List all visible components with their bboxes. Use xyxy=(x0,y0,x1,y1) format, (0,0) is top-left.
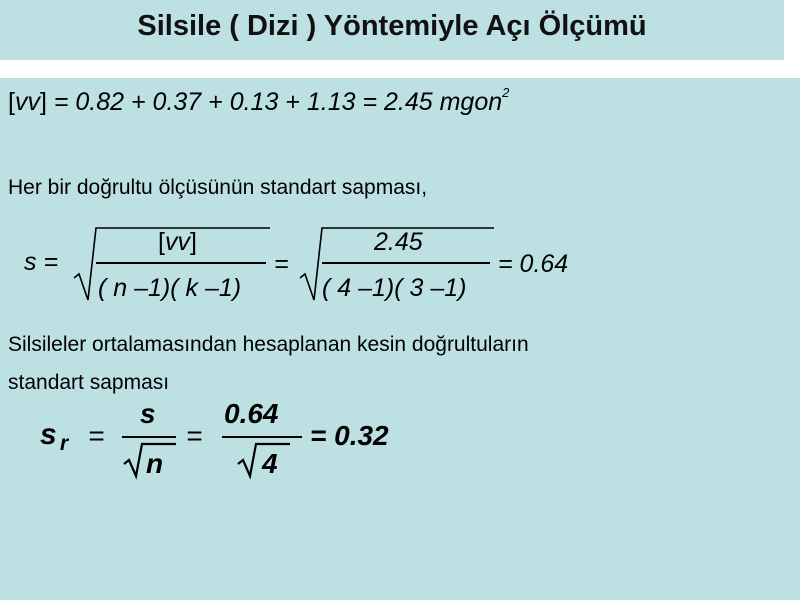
eq2-equals: = xyxy=(274,250,289,278)
eq3-equals-a: = xyxy=(88,420,105,451)
eq2-result: = 0.64 xyxy=(498,250,569,278)
text-final-directions-line1: Silsileler ortalamasından hesaplanan kesin doğrultuların xyxy=(8,333,529,356)
eq3-equals-b: = xyxy=(186,420,203,451)
eq3-frac2-line xyxy=(222,436,302,438)
eq2-frac2-den: ( 4 –1)( 3 –1) xyxy=(322,274,467,302)
eq3-frac2-num: 0.64 xyxy=(224,398,279,429)
eq1-exponent: 2 xyxy=(502,84,510,100)
eq3-frac1-line xyxy=(122,436,176,438)
title-bar xyxy=(0,0,784,60)
eq2-frac2-num: 2.45 xyxy=(374,228,423,256)
eq2-frac1-line xyxy=(96,262,266,264)
eq3-frac1-num: s xyxy=(140,398,156,429)
eq3-frac1-den: n xyxy=(146,448,164,479)
right-bracket: ] xyxy=(39,88,47,116)
eq2-lhs: s = xyxy=(24,248,59,276)
slide-title: Silsile ( Dizi ) Yöntemiyle Açı Ölçümü xyxy=(137,10,647,42)
eq1-rhs: = 0.82 + 0.37 + 0.13 + 1.13 = 2.45 mgon xyxy=(53,88,503,116)
left-bracket: [ xyxy=(8,88,15,116)
eq3-frac2-den: 4 xyxy=(262,448,278,479)
eq1-lhs: vv xyxy=(14,88,40,116)
eq3-lhs-subscript: r xyxy=(60,432,69,455)
eq2-frac1-num: [vv] xyxy=(158,228,197,256)
eq2-frac2-line xyxy=(322,262,490,264)
eq2-frac1-den: ( n –1)( k –1) xyxy=(98,274,242,302)
text-final-directions-line2: standart sapması xyxy=(8,371,170,394)
eq3-lhs-s: s xyxy=(40,418,57,451)
text-std-dev-direction: Her bir doğrultu ölçüsünün standart sapması, xyxy=(8,176,428,199)
eq3-result: = 0.32 xyxy=(310,420,389,451)
equation-sum-vv xyxy=(8,84,510,117)
